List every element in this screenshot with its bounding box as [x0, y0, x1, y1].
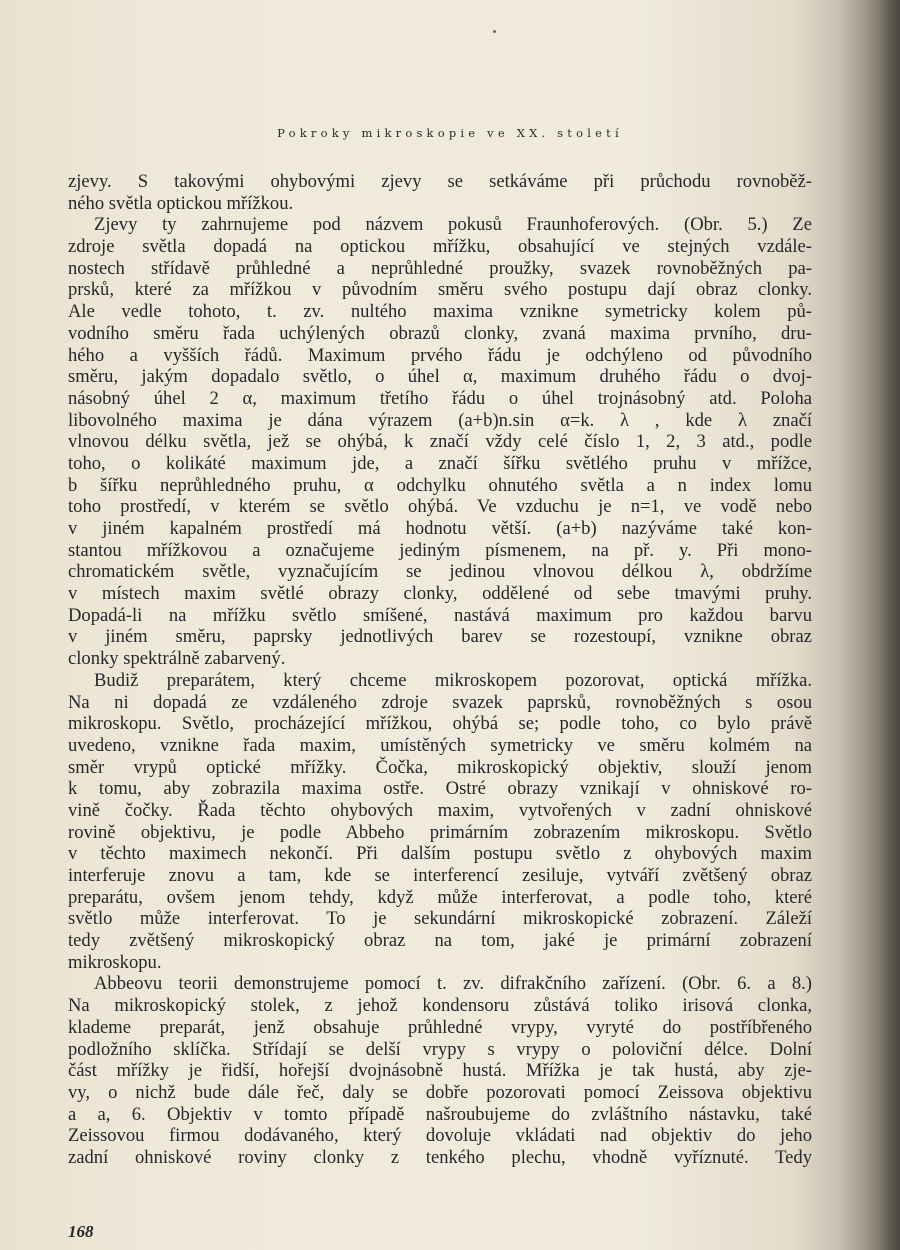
text-line: Dopadá-li na mřížku světlo smíšené, nastává maximum pro každou barvu	[68, 604, 812, 626]
text-line: vině čočky. Řada těchto ohybových maxim, vytvořených v zadní ohniskové	[68, 799, 812, 821]
text-line: v jiném směru, paprsky jednotlivých barev se rozestoupí, vznikne obraz	[68, 626, 812, 648]
text-line: Ale vedle tohoto, t. zv. nultého maxima vznikne symetricky kolem pů-	[68, 301, 812, 323]
text-line: prsků, které za mřížkou v původním směru svého postupu dají obraz clonky.	[68, 279, 812, 301]
text-line: část mřížky je řidší, hořejší dvojnásobně hustá. Mřížka je tak hustá, aby zje-	[68, 1060, 812, 1082]
text-line: směru, jakým dopadalo světlo, o úhel α, maximum druhého řádu o dvoj-	[68, 366, 812, 388]
text-line: zjevy. S takovými ohybovými zjevy se setkáváme při průchodu rovnoběž-	[68, 171, 812, 192]
text-line: světlo může interferovat. To je sekundární mikroskopické zobrazení. Záleží	[68, 908, 812, 930]
text-line: Abbeovu teorii demonstrujeme pomocí t. zv. difrakčního zařízení. (Obr. 6. a 8.)	[94, 973, 812, 995]
paper-speck	[493, 30, 496, 33]
text-line: vlnovou délku světla, jež se ohýbá, k značí vždy celé číslo 1, 2, 3 atd., podle	[68, 431, 812, 453]
text-line: vy, o nichž bude dále řeč, daly se dobře pozorovati pomocí Zeissova objektivu	[68, 1081, 812, 1103]
running-header: Pokroky mikroskopie ve XX. století	[277, 126, 623, 140]
text-line: klademe preparát, jenž obsahuje průhledné vrypy, vyryté do postříbřeného	[68, 1016, 812, 1038]
text-line: mikroskopu. Světlo, procházející mřížkou, ohýbá se; podle toho, co bylo právě	[68, 713, 812, 735]
text-line: rovině objektivu, je podle Abbeho primárním zobrazením mikroskopu. Světlo	[68, 821, 812, 843]
text-line: v místech maxim světlé obrazy clonky, oddělené od sebe tmavými pruhy.	[68, 583, 812, 605]
text-line: násobný úhel 2 α, maximum třetího řádu o úhel trojnásobný atd. Poloha	[68, 387, 812, 409]
text-line: hého a vyšších řádů. Maximum prvého řádu je odchýleno od původního	[68, 344, 812, 366]
text-line: mikroskopu.	[68, 951, 162, 973]
text-line: zdroje světla dopadá na optickou mřížku, obsahující ve stejných vzdále-	[68, 236, 812, 258]
text-line: stantou mřížkovou a označujeme jediným písmenem, na př. y. Při mono-	[68, 539, 812, 561]
text-line: chromatickém světle, vyznačujícím se jedinou vlnovou délkou λ, obdržíme	[68, 561, 812, 583]
binding-shadow	[840, 0, 900, 1250]
body-text	[68, 171, 812, 1169]
text-line: směr vrypů optické mřížky. Čočka, mikroskopický objektiv, slouží jenom	[68, 756, 812, 778]
text-line: toho, o kolikáté maximum jde, a značí šířku světlého pruhu v mřížce,	[68, 452, 812, 474]
text-line: preparátu, ovšem jenom tehdy, když může interferovat, a podle toho, které	[68, 886, 812, 908]
text-line: libovolného maxima je dána výrazem (a+b)n.sin α=k. λ , kde λ značí	[68, 409, 812, 431]
text-line: vodního směru řada uchýlených obrazů clonky, zvaná maxima prvního, dru-	[68, 322, 812, 344]
text-line: podložního sklíčka. Střídají se delší vrypy s vrypy o poloviční délce. Dolní	[68, 1038, 812, 1060]
text-line: b šířku neprůhledného pruhu, α odchylku ohnutého světla a n index lomu	[68, 474, 812, 496]
text-line: k tomu, aby zobrazila maxima ostře. Ostré obrazy vznikají v ohniskové ro-	[68, 778, 812, 800]
text-line: Zjevy ty zahrnujeme pod názvem pokusů Fraunhoferových. (Obr. 5.) Ze	[94, 214, 812, 236]
text-line: v těchto maximech nekončí. Při dalším postupu světlo z ohybových maxim	[68, 843, 812, 865]
text-line: v jiném kapalném prostředí má hodnotu větší. (a+b) nazýváme také kon-	[68, 518, 812, 539]
text-line: ného světla optickou mřížkou.	[68, 192, 294, 214]
text-line: Na ni dopadá ze vzdáleného zdroje svazek paprsků, rovnoběžných s osou	[68, 691, 812, 713]
text-line: nostech střídavě průhledné a neprůhledné proužky, svazek rovnoběžných pa-	[68, 257, 812, 279]
text-line: tedy zvětšený mikroskopický obraz na tom, jaké je primární zobrazení	[68, 930, 812, 952]
text-line: zadní ohniskové roviny clonky z tenkého plechu, vhodně vyříznuté. Tedy	[68, 1146, 812, 1168]
text-line: Na mikroskopický stolek, z jehož kondensoru zůstává toliko irisová clonka,	[68, 995, 812, 1017]
text-line: interferuje znovu a tam, kde se interferencí zesiluje, vytváří zvětšený obraz	[68, 865, 812, 886]
text-line: Budiž preparátem, který chceme mikroskopem pozorovat, optická mřížka.	[94, 669, 812, 691]
text-line: a a, 6. Objektiv v tomto případě našroubujeme do zvláštního nástavku, také	[68, 1103, 812, 1125]
text-line: clonky spektrálně zabarvený.	[68, 648, 286, 670]
page-number: 168	[68, 1222, 94, 1241]
text-line: Zeissovou firmou dodávaného, který dovoluje vkládati nad objektiv do jeho	[68, 1125, 812, 1147]
text-line: toho prostředí, v kterém se světlo ohýbá. Ve vzduchu je n=1, ve vodě nebo	[68, 496, 812, 518]
text-line: uvedeno, vznikne řada maxim, umístěných symetricky ve směru kolmém na	[68, 734, 812, 756]
